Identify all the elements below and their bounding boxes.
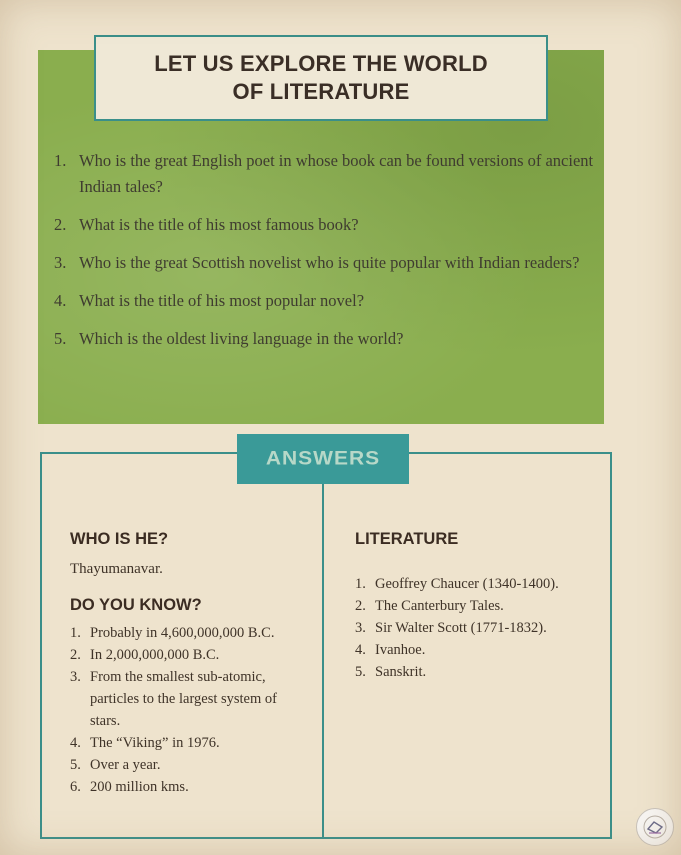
list-item <box>355 595 600 617</box>
list-item-text: In 2,000,000,000 B.C. <box>90 647 220 663</box>
list-item-text: Geoffrey Chaucer (1340-1400). <box>375 576 559 592</box>
list-item-number: 4. <box>70 735 81 751</box>
list-item-number: 5. <box>70 757 81 773</box>
list-item-number: 3. <box>355 620 366 636</box>
list-item-text: Sir Walter Scott (1771-1832). <box>375 620 547 636</box>
question-text: Who is the great Scottish novelist who is quite popular with Indian readers? <box>79 253 580 272</box>
page-title-box <box>94 35 548 121</box>
question-number: 3. <box>54 253 67 272</box>
list-item-number: 5. <box>355 664 366 680</box>
list-item <box>70 754 310 776</box>
question-item <box>54 326 594 352</box>
list-item-number: 3. <box>70 669 81 685</box>
who-is-he-heading: WHO IS HE? <box>70 530 169 548</box>
list-item-text: Probably in 4,600,000,000 B.C. <box>90 625 275 641</box>
list-item <box>70 666 310 732</box>
list-item <box>70 644 310 666</box>
do-you-know-heading: DO YOU KNOW? <box>70 596 202 614</box>
question-number: 2. <box>54 215 67 234</box>
answers-label: ANSWERS <box>265 447 381 470</box>
page-title-line-2: OF LITERATURE <box>232 79 410 104</box>
list-item <box>355 661 600 683</box>
question-number: 4. <box>54 291 67 310</box>
list-item-text: From the smallest sub-atomic, particles to the largest system of stars. <box>90 669 277 729</box>
list-item-text: The “Viking” in 1976. <box>90 735 220 751</box>
list-item <box>70 776 310 798</box>
list-item-number: 2. <box>70 647 81 663</box>
list-item-number: 6. <box>70 779 81 795</box>
do-you-know-list <box>70 622 310 798</box>
question-item <box>54 148 594 200</box>
question-number: 1. <box>54 151 67 170</box>
list-item-number: 4. <box>355 642 366 658</box>
questions-list <box>54 148 594 364</box>
list-item-number: 2. <box>355 598 366 614</box>
list-item <box>355 617 600 639</box>
list-item <box>70 622 310 644</box>
list-item-text: Over a year. <box>90 757 161 773</box>
question-item <box>54 250 594 276</box>
list-item <box>355 573 600 595</box>
answers-label-box <box>237 434 409 484</box>
question-item <box>54 212 594 238</box>
list-item <box>70 732 310 754</box>
question-text: Who is the great English poet in whose book can be found versions of ancient Indian tales? <box>79 151 594 196</box>
question-text: What is the title of his most popular novel? <box>79 291 365 310</box>
scanner-logo-icon <box>636 808 674 846</box>
page-title-line-1: LET US EXPLORE THE WORLD <box>154 51 488 76</box>
list-item-text: 200 million kms. <box>90 779 189 795</box>
list-item-number: 1. <box>70 625 81 641</box>
answers-column-divider <box>322 484 324 839</box>
question-item <box>54 288 594 314</box>
list-item-text: Ivanhoe. <box>375 642 426 658</box>
question-number: 5. <box>54 329 67 348</box>
list-item <box>355 639 600 661</box>
list-item-number: 1. <box>355 576 366 592</box>
literature-answers-list <box>355 573 600 683</box>
literature-heading: LITERATURE <box>355 530 459 548</box>
list-item-text: Sanskrit. <box>375 664 427 680</box>
who-is-he-answer: Thayumanavar. <box>70 561 163 577</box>
question-text: Which is the oldest living language in the world? <box>79 329 404 348</box>
list-item-text: The Canterbury Tales. <box>375 598 504 614</box>
question-text: What is the title of his most famous book? <box>79 215 359 234</box>
